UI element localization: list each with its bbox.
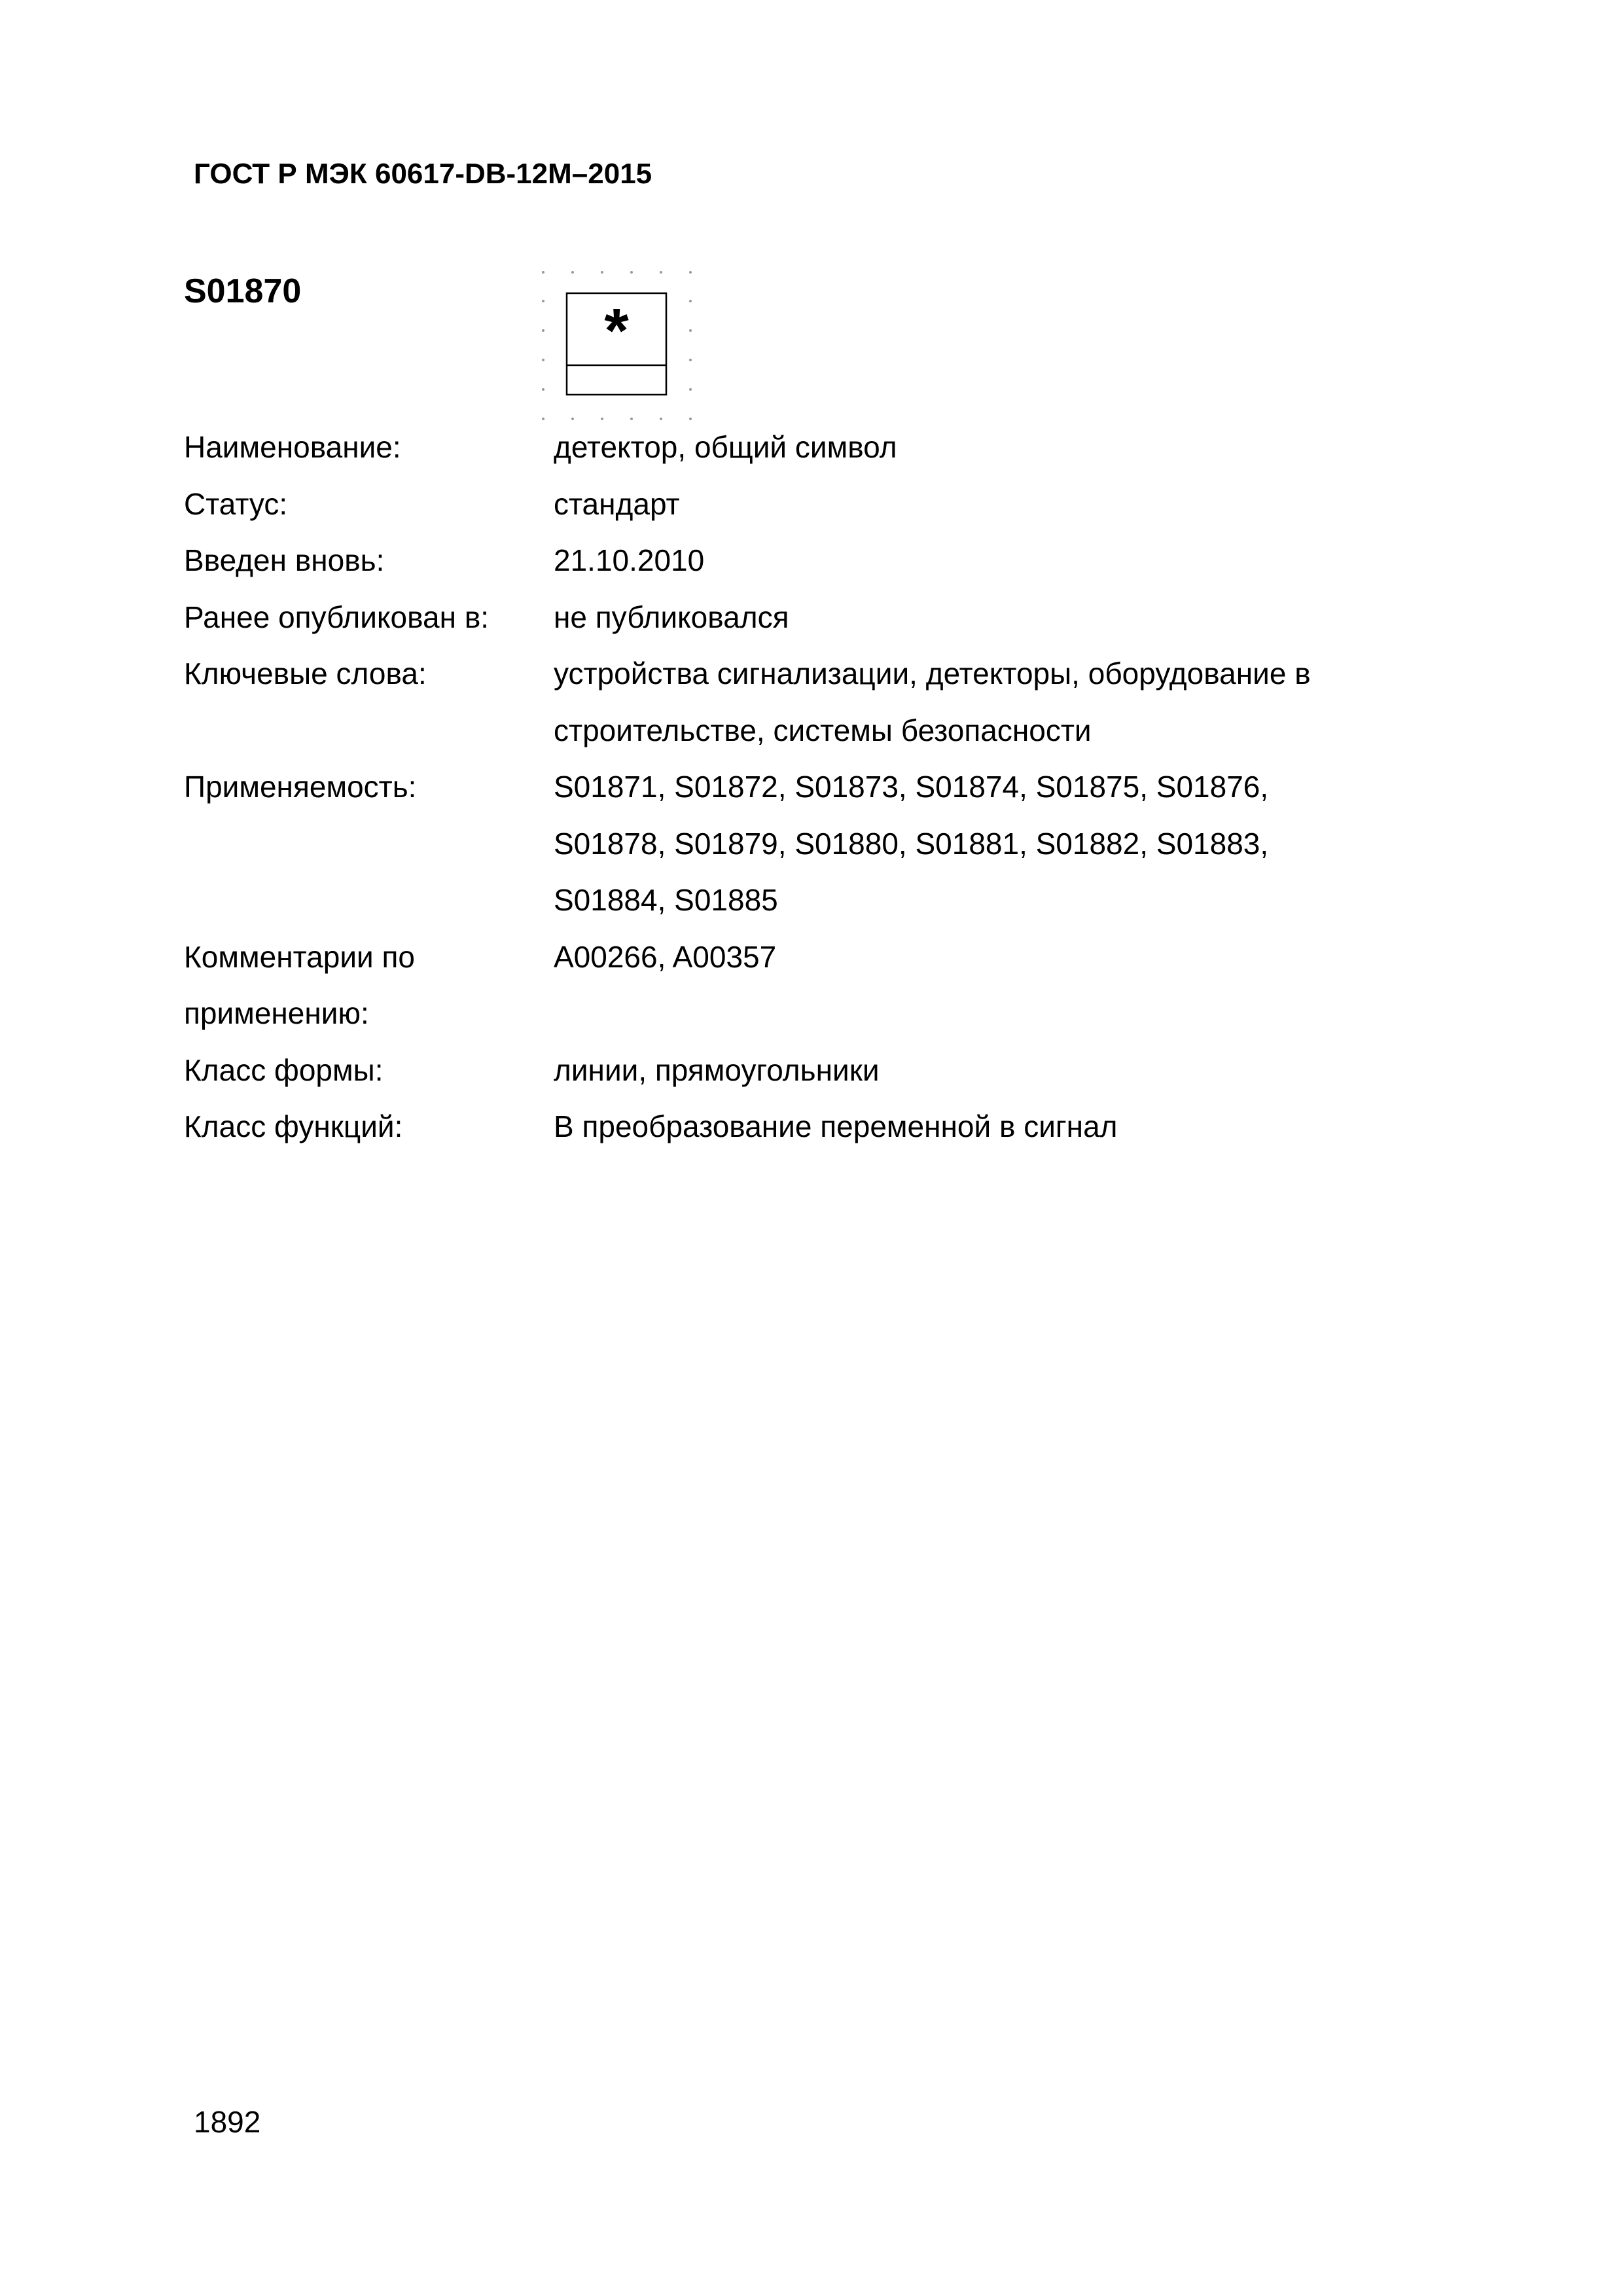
detector-symbol-figure: [537, 268, 700, 425]
property-label: Применяемость:: [184, 770, 417, 804]
property-value: не публиковался: [554, 600, 789, 634]
property-value: детектор, общий символ: [554, 430, 897, 464]
property-value: 21.10.2010: [554, 543, 705, 577]
property-row-function-class: [184, 1098, 1427, 1155]
property-label: Класс формы:: [184, 1052, 383, 1087]
page-number: 1892: [194, 2105, 261, 2139]
property-row-previously-published: [184, 589, 1427, 646]
detector-asterisk: *: [604, 296, 629, 366]
property-value: стандарт: [554, 486, 680, 521]
property-row-application-notes: [184, 929, 1427, 1042]
property-value: линии, прямоугольники: [554, 1052, 880, 1087]
property-label: Ключевые слова:: [184, 656, 427, 691]
property-row-shape-class: [184, 1042, 1427, 1099]
property-value: S01871, S01872, S01873, S01874, S01875, S01876, S01878, S01879, S01880, S01881, S01882, S01883, S01884, S01885: [554, 770, 1269, 917]
property-label: Комментарии по применению:: [184, 939, 415, 1030]
property-label: Статус:: [184, 486, 288, 521]
property-value: В преобразование переменной в сигнал: [554, 1109, 1118, 1143]
detector-symbol-icon: [537, 268, 700, 425]
property-label: Наименование:: [184, 430, 401, 464]
property-value: устройства сигнализации, детекторы, оборудование в строительстве, системы безопасности: [554, 656, 1311, 747]
property-label: Ранее опубликован в:: [184, 600, 490, 634]
symbol-code: S01870: [184, 272, 302, 310]
property-value: A00266, A00357: [554, 939, 777, 974]
property-label: Класс функций:: [184, 1109, 403, 1143]
symbol-properties-table: [184, 419, 1427, 1155]
property-row-introduced: [184, 532, 1427, 589]
property-label: Введен вновь:: [184, 543, 385, 577]
property-row-applicability: [184, 759, 1427, 929]
property-row-keywords: [184, 645, 1427, 759]
property-row-status: [184, 476, 1427, 533]
document-standard-header: ГОСТ Р МЭК 60617-DB-12M–2015: [194, 158, 652, 190]
property-row-name: [184, 419, 1427, 476]
